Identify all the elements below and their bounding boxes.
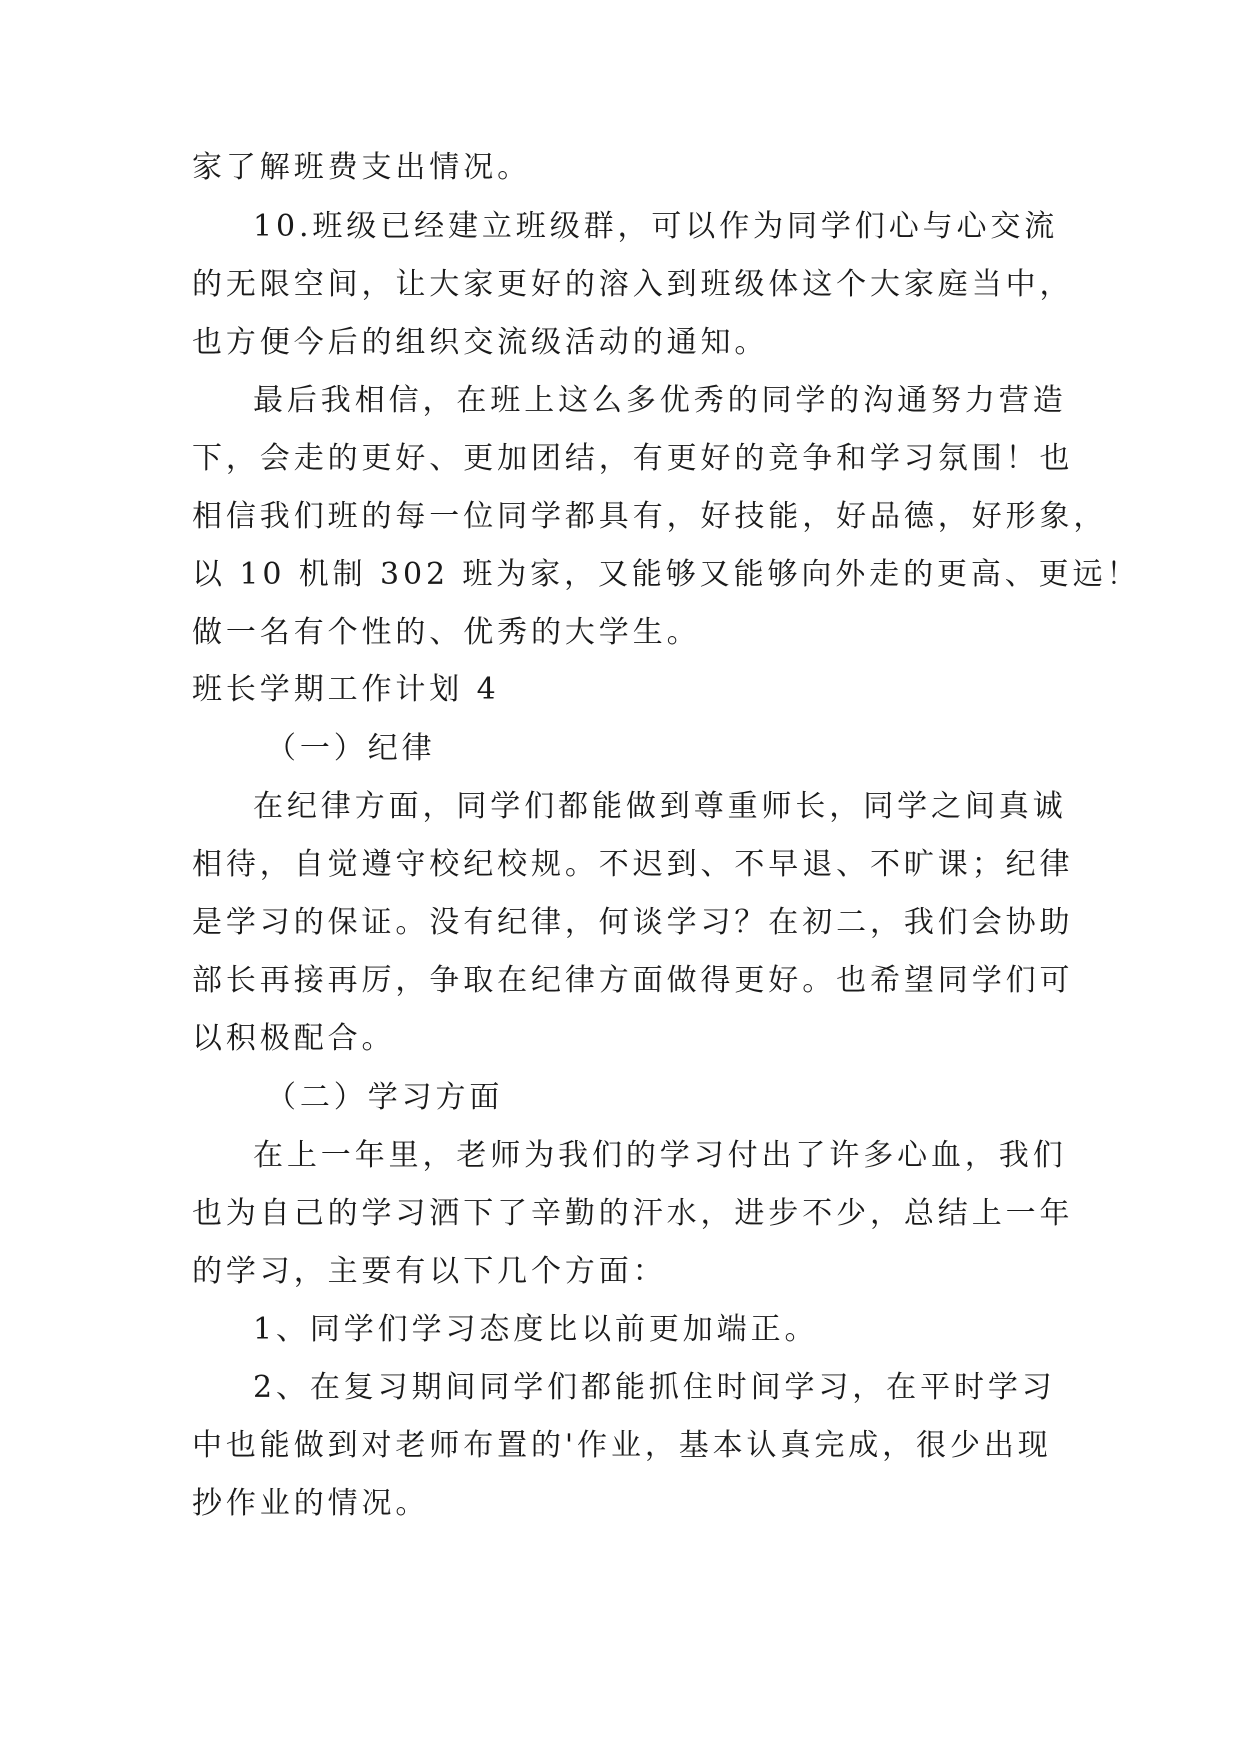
list-item: 1、同学们学习态度比以前更加端正。 (253, 1312, 819, 1347)
text-line: 抄作业的情况。 (192, 1486, 430, 1521)
text-line: 相待，自觉遵守校纪校规。不迟到、不早退、不旷课；纪律 (192, 847, 1074, 882)
text-line: 以积极配合。 (192, 1021, 396, 1056)
section-title: 班长学期工作计划 4 (192, 672, 500, 707)
text-line: 的学习，主要有以下几个方面： (192, 1254, 667, 1289)
text-line: 以 10 机制 302 班为家，又能够又能够向外走的更高、更远！ (192, 557, 1141, 592)
text-line: 最后我相信，在班上这么多优秀的同学的沟通努力营造 (253, 383, 1067, 418)
text-line: 10.班级已经建立班级群，可以作为同学们心与心交流 (253, 209, 1059, 244)
text-line: 是学习的保证。没有纪律，何谈学习？在初二，我们会协助 (192, 905, 1074, 940)
text-line: 也为自己的学习洒下了辛勤的汗水，进步不少，总结上一年 (192, 1196, 1074, 1231)
list-item: 2、在复习期间同学们都能抓住时间学习，在平时学习 (253, 1370, 1056, 1405)
text-line: 在上一年里，老师为我们的学习付出了许多心血，我们 (253, 1138, 1067, 1173)
text-line: 下，会走的更好、更加团结，有更好的竞争和学习氛围！也 (192, 441, 1074, 476)
subsection-heading: （一）纪律 (266, 731, 436, 766)
text-line: 中也能做到对老师布置的'作业，基本认真完成，很少出现 (192, 1428, 1052, 1463)
text-line: 在纪律方面，同学们都能做到尊重师长，同学之间真诚 (253, 789, 1067, 824)
text-line: 做一名有个性的、优秀的大学生。 (192, 615, 701, 650)
text-line: 的无限空间，让大家更好的溶入到班级体这个大家庭当中， (192, 267, 1074, 302)
text-line: 部长再接再厉，争取在纪律方面做得更好。也希望同学们可 (192, 963, 1074, 998)
text-line: 家了解班费支出情况。 (192, 150, 531, 185)
text-line: 也方便今后的组织交流级活动的通知。 (192, 325, 769, 360)
subsection-heading: （二）学习方面 (266, 1080, 504, 1115)
text-line: 相信我们班的每一位同学都具有，好技能，好品德，好形象， (192, 499, 1108, 534)
